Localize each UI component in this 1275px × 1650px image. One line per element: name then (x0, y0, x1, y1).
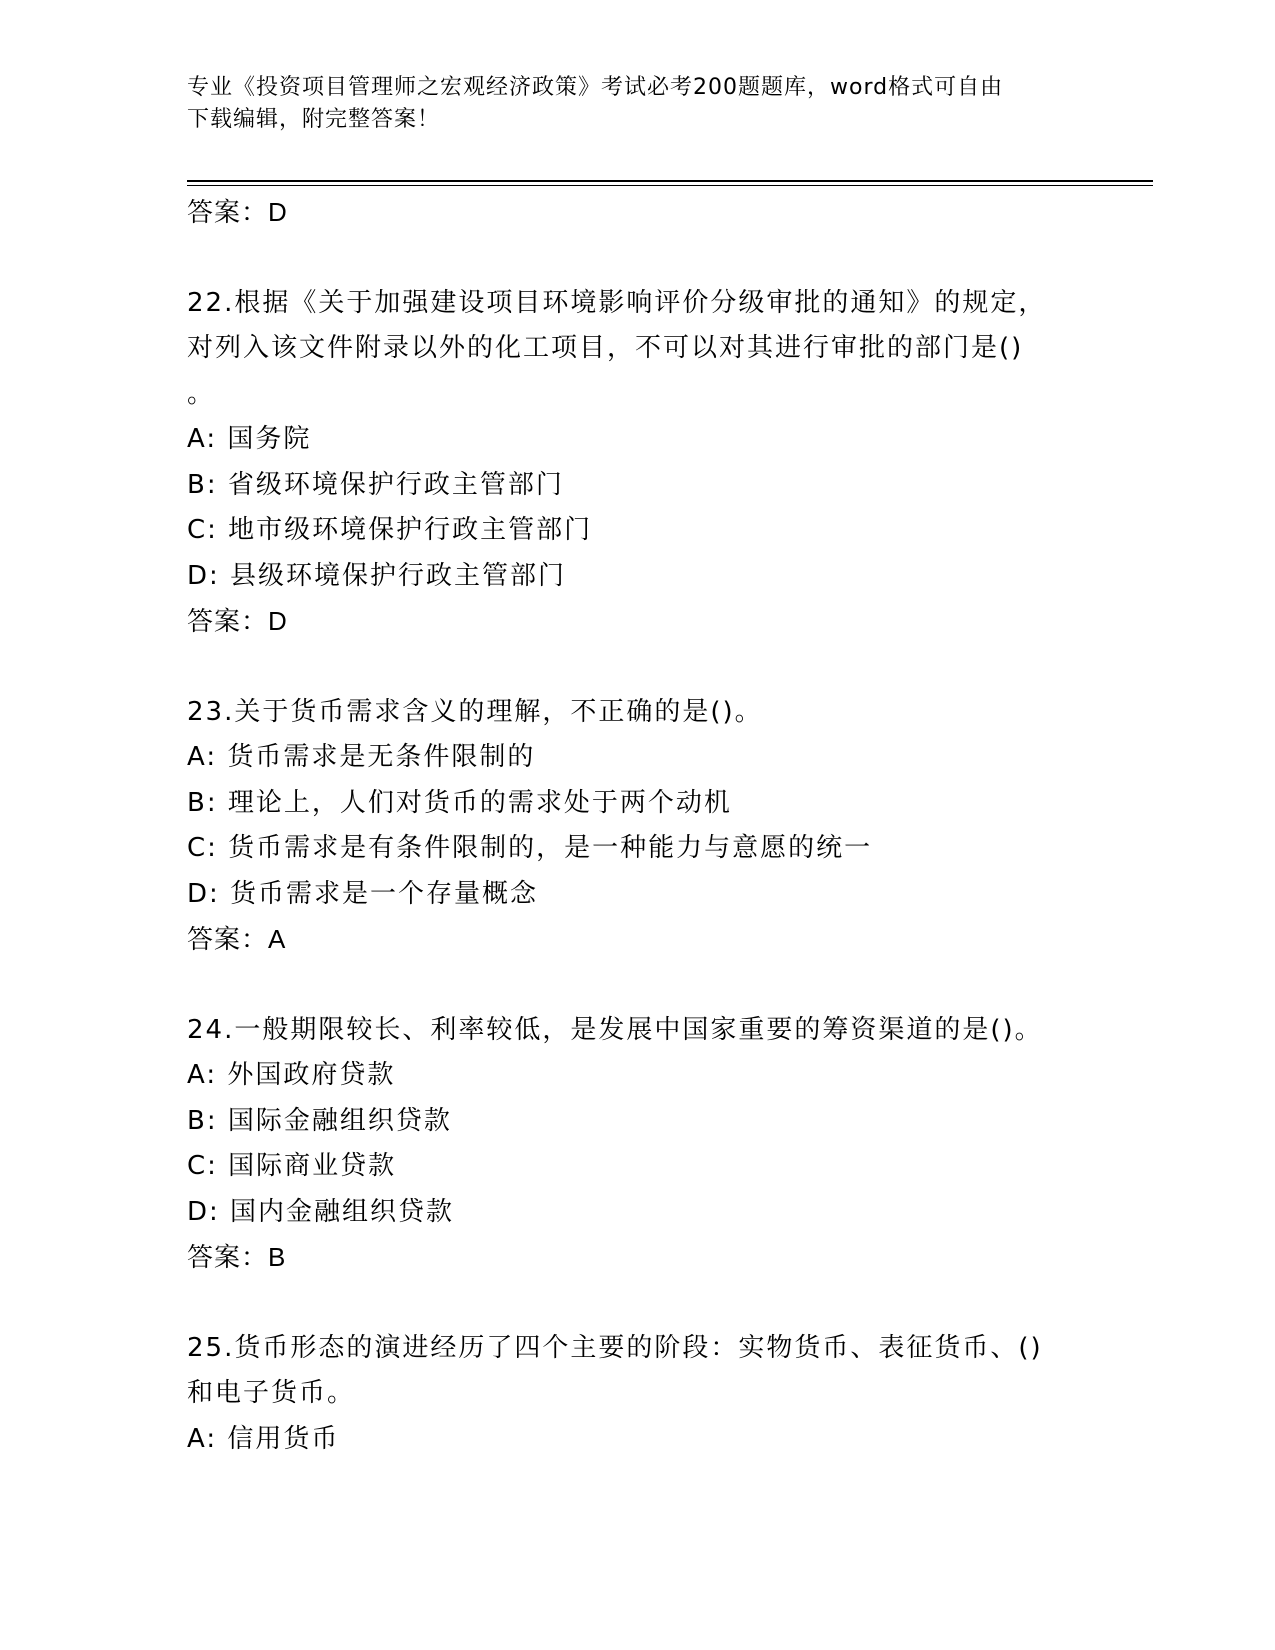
option-d: D: 国内金融组织贷款 (187, 1196, 455, 1227)
option-c: C: 货币需求是有条件限制的，是一种能力与意愿的统一 (187, 833, 873, 863)
option-b: B: 国际金融组织贷款 (187, 1105, 452, 1136)
question-stem-line: 24.一般期限较长、利率较低，是发展中国家重要的筹资渠道的是()。 (187, 1014, 1043, 1045)
answer: 答案：A (187, 924, 287, 954)
option-a: A: 货币需求是无条件限制的 (187, 742, 536, 772)
option-a: A: 国务院 (187, 424, 312, 454)
option-b: B: 理论上，人们对货币的需求处于两个动机 (187, 787, 732, 818)
option-d: D: 货币需求是一个存量概念 (187, 878, 539, 909)
option-c: C: 国际商业贷款 (187, 1151, 397, 1181)
answer: 答案：D (187, 606, 288, 636)
option-c: C: 地市级环境保护行政主管部门 (187, 515, 593, 545)
header-line-2: 下载编辑，附完整答案！ (187, 107, 441, 132)
question-stem-line: 22.根据《关于加强建设项目环境影响评价分级审批的通知》的规定， (187, 287, 1047, 318)
question-25 (187, 1326, 1087, 1463)
option-b: B: 省级环境保护行政主管部门 (187, 469, 564, 500)
question-23 (187, 690, 1087, 963)
header-rule-thick (187, 180, 1153, 182)
option-a: A: 信用货币 (187, 1423, 340, 1454)
question-22 (187, 281, 1087, 645)
header-line-1: 专业《投资项目管理师之宏观经济政策》考试必考200题题库，word格式可自由 (187, 75, 1004, 100)
question-stem-line: 对列入该文件附录以外的化工项目，不可以对其进行审批的部门是() (187, 333, 1024, 363)
option-d: D: 县级环境保护行政主管部门 (187, 560, 567, 591)
header-rule-thin (187, 185, 1153, 186)
question-stem-line: 25.货币形态的演进经历了四个主要的阶段：实物货币、表征货币、() (187, 1332, 1043, 1363)
question-stem-line: 23.关于货币需求含义的理解，不正确的是()。 (187, 696, 763, 727)
question-stem-line: 和电子货币。 (187, 1378, 356, 1408)
answer: 答案：B (187, 1242, 287, 1272)
document-body (187, 190, 1087, 1462)
document-header (187, 72, 1067, 136)
previous-answer: 答案：D (187, 197, 288, 227)
question-24 (187, 1008, 1087, 1281)
question-stem-line: 。 (187, 378, 216, 409)
option-a: A: 外国政府贷款 (187, 1060, 396, 1090)
